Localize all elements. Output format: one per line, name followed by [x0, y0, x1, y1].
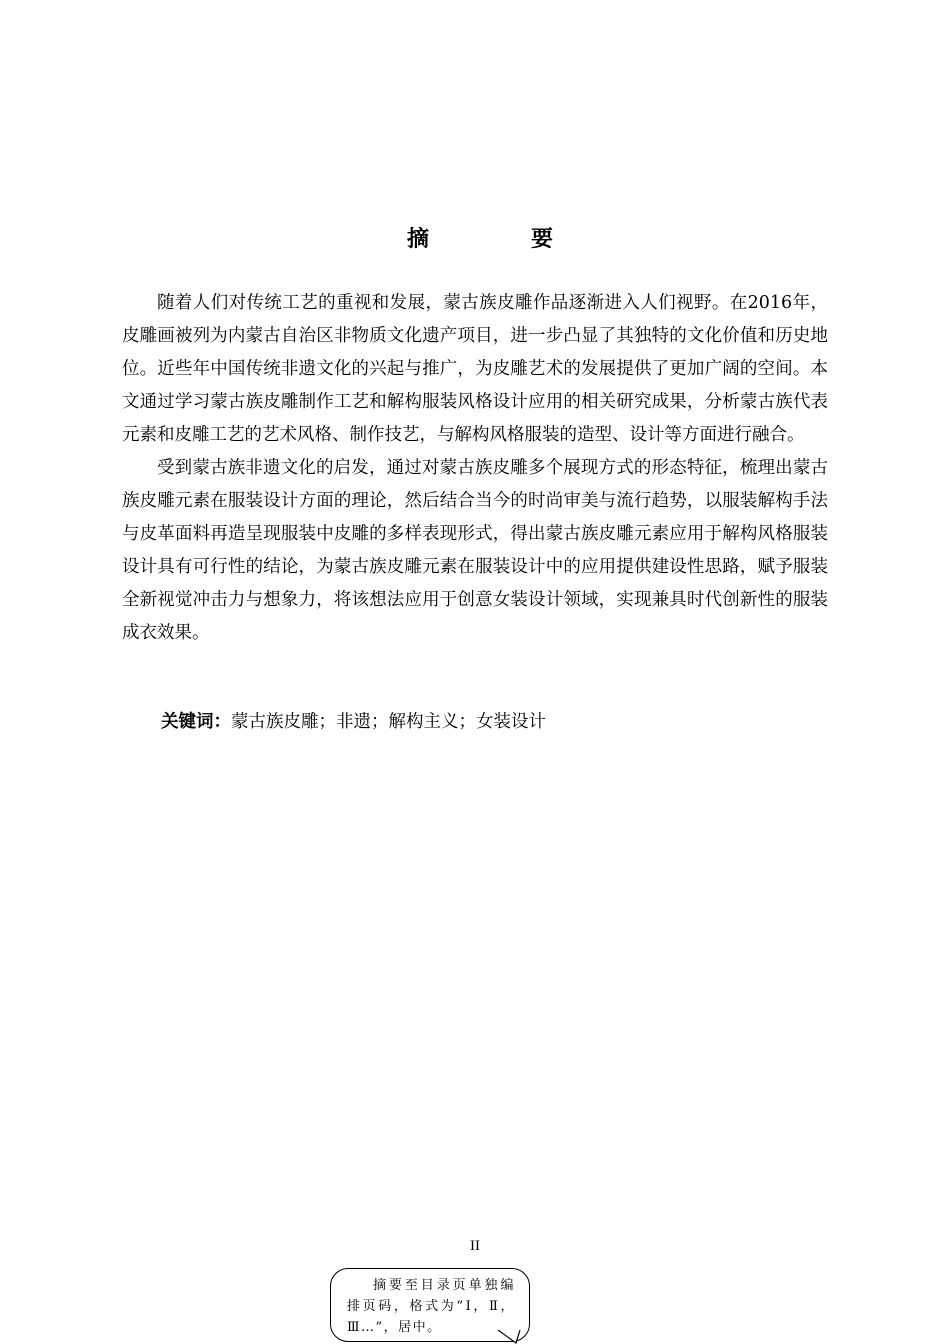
abstract-title: 摘 要 [406, 227, 593, 252]
annotation-callout: 摘要至目录页单独编排页码，格式为“Ⅰ，Ⅱ，Ⅲ…”，居中。 [330, 1268, 530, 1342]
keywords-line [161, 706, 546, 739]
keywords-value: 蒙古族皮雕；非遗；解构主义；女装设计 [231, 712, 546, 732]
page-number: II [470, 1238, 480, 1254]
abstract-body [122, 287, 828, 650]
keywords-label: 关键词： [161, 712, 231, 732]
abstract-paragraph-2: 受到蒙古族非遗文化的启发，通过对蒙古族皮雕多个展现方式的形态特征，梳理出蒙古族皮雕元素在服装设计方面的理论，然后结合当今的时尚审美与流行趋势，以服装解构手法与皮革面料再造呈现服装中皮雕的多样表现形式，得出蒙古族皮雕元素应用于解构风格服装设计具有可行性的结论，为蒙古族皮雕元素在服装设计中的应用提供建设性思路，赋予服装全新视觉冲击力与想象力，将该想法应用于创意女装设计领域，实现兼具时代创新性的服装成衣效果。 [122, 458, 828, 643]
abstract-paragraph-1: 随着人们对传统工艺的重视和发展，蒙古族皮雕作品逐渐进入人们视野。在2016年，皮雕画被列为内蒙古自治区非物质文化遗产项目，进一步凸显了其独特的文化价值和历史地位。近些年中国传统非遗文化的兴起与推广，为皮雕艺术的发展提供了更加广阔的空间。本文通过学习蒙古族皮雕制作工艺和解构服装风格设计应用的相关研究成果，分析蒙古族代表元素和皮雕工艺的艺术风格、制作技艺，与解构风格服装的造型、设计等方面进行融合。 [122, 293, 828, 445]
